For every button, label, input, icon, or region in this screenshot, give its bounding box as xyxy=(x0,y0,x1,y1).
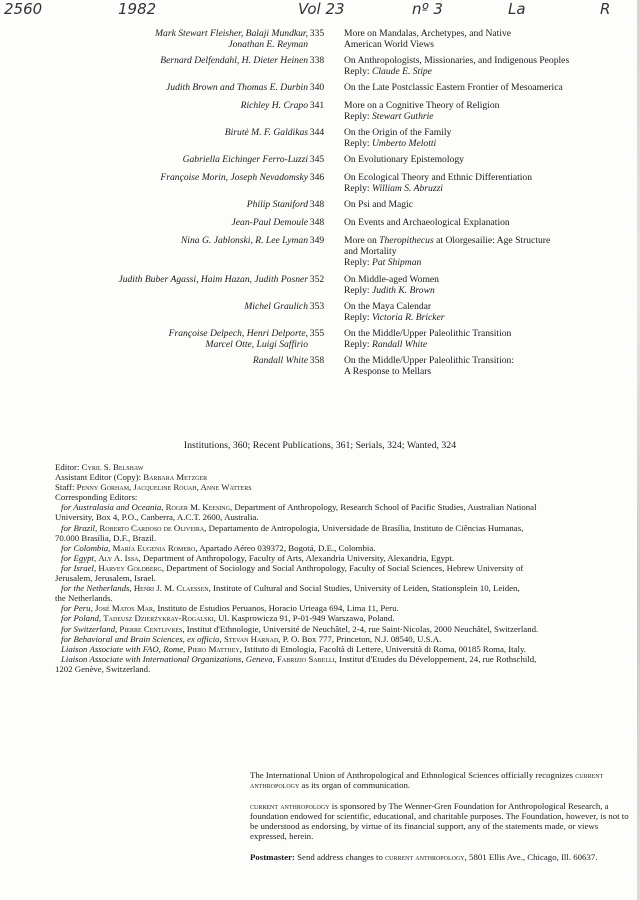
corresponding-editor: for Australasia and Oceania, Roger M. Keesing, Department of Anthropology, Research School of Pacific Studies, Australian National University, Box 4, P.O., Canberra, A.C.T. 2600, Australia. xyxy=(55,502,537,523)
toc-title: On Evolutionary Epistemology xyxy=(344,154,464,165)
assistant-label: Assistant Editor (Copy): xyxy=(55,472,142,483)
toc-authors: Nina G. Jablonski, R. Lee Lyman xyxy=(180,235,308,246)
toc-reply: Reply: Randall White xyxy=(344,339,428,351)
toc-authors: Bernard Delfendahl, H. Dieter Heinen xyxy=(160,55,308,66)
toc-page-number: 353 xyxy=(309,301,325,312)
toc-authors: Judith Buber Agassi, Haim Hazan, Judith Posner xyxy=(118,274,308,285)
toc-entry xyxy=(0,172,640,199)
toc-title: On the Middle/Upper Paleolithic Transition Reply: Randall White xyxy=(344,328,626,350)
handwritten-annotation-4: nº 3 xyxy=(412,0,443,18)
toc-authors: Randall White xyxy=(252,355,308,366)
toc-entry xyxy=(0,127,640,154)
toc-authors: Michel Graulich xyxy=(244,301,308,312)
toc-page-number: 358 xyxy=(309,355,325,366)
toc-title: On Middle-aged Women Reply: Judith K. Brown xyxy=(344,274,626,296)
toc-entry xyxy=(0,355,640,379)
toc-authors: Judith Brown and Thomas E. Durbin xyxy=(166,82,308,93)
staff-label: Staff: xyxy=(55,482,75,493)
toc-authors: Philip Staniford xyxy=(246,199,308,210)
toc-title: On Psi and Magic xyxy=(344,199,414,210)
toc-entry xyxy=(0,199,640,217)
corresponding-editor: for Israel, Harvey Goldberg, Department of Sociology and Social Anthropology, Faculty of Social Sciences, Hebrew University of Jerusalem, Jerusalem, Israel. xyxy=(55,562,524,584)
toc-entry xyxy=(0,217,640,235)
toc-reply: Reply: Victoria R. Bricker xyxy=(344,312,445,324)
toc-entry xyxy=(0,328,640,355)
corresponding-editor: for Behavioral and Brain Sciences, ex officio, Stevan Harnad, P. O. Box 777, Princeton, N.J. 08540, U.S.A. xyxy=(61,633,442,644)
assistant-name: Barbara Metzger xyxy=(143,472,208,483)
corresponding-label: Corresponding Editors: xyxy=(55,492,138,503)
toc-entry xyxy=(0,301,640,328)
iuaes-note: The International Union of Anthropological and Ethnological Sciences officially recognizes current anthropology as its organ of communication. xyxy=(250,770,604,791)
toc-page-number: 346 xyxy=(309,172,325,183)
toc-title: On the Maya Calendar Reply: Victoria R. Bricker xyxy=(344,301,626,323)
toc-title: On the Late Postclassic Eastern Frontier of Mesoamerica xyxy=(344,82,563,93)
editorial-masthead xyxy=(55,462,630,674)
corresponding-editor: for Colombia, María Eugenia Romero, Apartado Aéreo 039372, Bogotá, D.E., Colombia. xyxy=(61,542,376,553)
handwritten-annotation-6: R xyxy=(600,0,611,18)
toc-title: More on Theropithecus at Olorgesailie: Age Structure and Mortality Reply: Pat Shipman xyxy=(344,235,626,269)
toc-authors: Gabriella Eichinger Ferro-Luzzi xyxy=(182,154,308,165)
toc-title: On Events and Archaeological Explanation xyxy=(344,217,510,228)
toc-page-number: 341 xyxy=(309,100,325,111)
toc-title: More on Mandalas, Archetypes, and Native American World Views xyxy=(344,28,512,51)
sponsor-note: current anthropology is sponsored by The Wenner-Gren Foundation for Anthropological Research, a foundation endowed for scientific, educational, and charitable purposes. The Foundation, however, is not to be understood as endorsing, by virtue of its financial support, any of the statements made, or views expressed, herein. xyxy=(250,800,629,842)
corresponding-editors-list xyxy=(55,502,630,674)
staff-names: Penny Gorham, Jacqueline Rouah, Anne Watters xyxy=(76,482,252,493)
postmaster-note: Postmaster: Send address changes to current anthropology, 5801 Ellis Ave., Chicago, Ill. 60637. xyxy=(250,851,598,862)
toc-entry xyxy=(0,235,640,274)
toc-entry xyxy=(0,154,640,172)
toc-page-number: 348 xyxy=(309,199,325,210)
corresponding-editor: Liaison Associate with International Organizations, Geneva, Fabrizio Sabelli, Institut d'Etudes du Développement, 24, rue Rothschild, 1202 Genève, Switzerland. xyxy=(55,653,537,674)
toc-authors: Françoise Morin, Joseph Nevadomsky xyxy=(160,172,308,183)
toc-page-number: 338 xyxy=(309,55,325,66)
toc-authors: Richley H. Crapo xyxy=(240,100,308,111)
corresponding-editor: for Poland, Tadeusz Dzierżykray-Rogalski, Ul. Kasprowicza 91, P-01-949 Warszawa, Poland. xyxy=(61,613,395,624)
misc-sections-line: Institutions, 360; Recent Publications, 361; Serials, 324; Wanted, 324 xyxy=(183,440,457,451)
corresponding-editor: for the Netherlands, Henri J. M. Claessen, Institute of Cultural and Social Studies, University of Leiden, Stationsplein 10, Leiden, the Netherlands. xyxy=(55,583,520,604)
toc-title: On the Middle/Upper Paleolithic Transition: A Response to Mellars xyxy=(344,355,515,378)
handwritten-annotation-3: Vol 23 xyxy=(298,0,345,18)
corresponding-editor: for Egypt, Aly A. Issa, Department of Anthropology, Faculty of Arts, Alexandria University, Alexandria, Egypt. xyxy=(61,552,455,563)
handwritten-annotation-2: 1982 xyxy=(118,0,157,18)
corresponding-editor: for Switzerland, Pierre Centlivres, Institut d'Ethnologie, Université de Neuchâtel, 2-4, rue Saint-Nicolas, 2000 Neuchâtel, Switzerland. xyxy=(61,623,539,634)
toc-authors: Françoise Delpech, Henri Delporte, Marcel Otte, Luigi Saffirio xyxy=(168,328,308,351)
toc-authors: Mark Stewart Fleisher, Balaji Mundkur, Jonathan E. Reyman xyxy=(155,28,308,51)
toc-page-number: 352 xyxy=(309,274,325,285)
toc-entry xyxy=(0,28,640,55)
toc-title: On Anthropologists, Missionaries, and Indigenous Peoples Reply: Claude E. Stipe xyxy=(344,55,626,77)
corresponding-editor: for Brazil, Roberto Cardoso de Oliveira, Departamento de Antropologia, Universidade de Brasília, Instituto de Ciências Humanas, 70.000 Brasília, D.F., Brazil. xyxy=(55,522,524,543)
toc-authors: Birutė M. F. Galdikas xyxy=(224,127,308,138)
toc-authors: Jean-Paul Demoule xyxy=(231,217,308,228)
toc-title: More on a Cognitive Theory of Religion Reply: Stewart Guthrie xyxy=(344,100,626,122)
toc-reply: Reply: William S. Abruzzi xyxy=(344,183,443,195)
toc-page-number: 340 xyxy=(309,82,325,93)
toc-page-number: 349 xyxy=(309,235,325,246)
corresponding-editor: for Peru, José Matos Mar, Instituto de Estudios Peruanos, Horacio Urteaga 694, Lima 11, Peru. xyxy=(61,603,399,614)
toc-page-number: 348 xyxy=(309,217,325,228)
toc-entry xyxy=(0,82,640,100)
toc-entry xyxy=(0,100,640,127)
toc-entry xyxy=(0,55,640,82)
toc-reply: Reply: Umberto Melotti xyxy=(344,138,437,150)
toc-page-number: 335 xyxy=(309,28,325,39)
toc-reply: Reply: Pat Shipman xyxy=(344,257,422,269)
table-of-contents xyxy=(0,28,640,379)
toc-title: On the Origin of the Family Reply: Umberto Melotti xyxy=(344,127,626,149)
editor-label: Editor: xyxy=(55,462,80,472)
editor-name: Cyril S. Belshaw xyxy=(81,462,144,472)
toc-page-number: 344 xyxy=(309,127,325,138)
toc-page-number: 345 xyxy=(309,154,325,165)
corresponding-editor: Liaison Associate with FAO, Rome, Piero Matthey, Istituto di Etnologia, Facoltà di Lettere, Università di Roma, 00185 Roma, Italy. xyxy=(61,643,527,654)
toc-reply: Reply: Claude E. Stipe xyxy=(344,66,432,78)
toc-entry xyxy=(0,274,640,301)
handwritten-annotation-5: La xyxy=(508,0,526,18)
toc-reply: Reply: Stewart Guthrie xyxy=(344,111,434,123)
toc-reply: Reply: Judith K. Brown xyxy=(344,285,435,297)
publication-footer xyxy=(250,770,635,872)
handwritten-annotation-1: 2560 xyxy=(4,0,43,18)
toc-title: On Ecological Theory and Ethnic Differentiation Reply: William S. Abruzzi xyxy=(344,172,626,194)
toc-page-number: 355 xyxy=(309,328,325,339)
